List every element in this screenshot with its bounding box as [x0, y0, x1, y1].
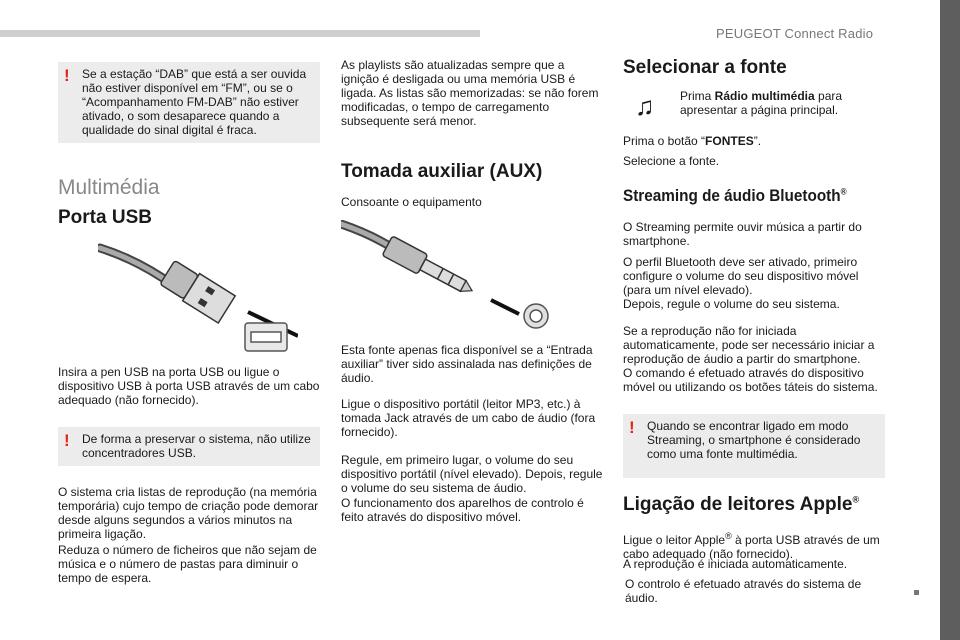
page-header-title: PEUGEOT Connect Radio — [716, 26, 874, 41]
source-select-text: Selecione a fonte. — [623, 154, 720, 168]
aux-paragraph-1: Esta fonte apenas fica disponível se a “Entrada auxiliar” tiver sido assinalada nas definições de áudio. — [341, 343, 593, 385]
bluetooth-paragraph-3: Depois, regule o volume do seu sistema. — [623, 297, 840, 311]
bluetooth-paragraph-1: O Streaming permite ouvir música a partir do smartphone. — [623, 220, 862, 248]
bluetooth-paragraph-5: O comando é efetuado através do dispositivo móvel ou utilizando os botões táteis do sistema. — [623, 366, 878, 394]
aux-paragraph-3: Regule, em primeiro lugar, o volume do seu dispositivo portátil (nível elevado). Depois, regule o volume do seu sistema de áudio. — [341, 453, 603, 495]
apple-paragraph-1: Ligue o leitor Apple® à porta USB através de um cabo adequado (não fornecido). — [623, 531, 880, 561]
jack-port-icon — [522, 302, 550, 330]
bluetooth-heading: Streaming de áudio Bluetooth® — [623, 186, 847, 205]
usb-port-icon — [244, 322, 288, 352]
top-bar — [0, 30, 480, 37]
usb-heading: Porta USB — [58, 207, 152, 228]
aux-heading: Tomada auxiliar (AUX) — [341, 161, 543, 182]
bluetooth-paragraph-2: O perfil Bluetooth deve ser ativado, primeiro configure o volume do seu dispositivo móvel (para um nível elevado). — [623, 255, 859, 297]
usb-paragraph-3: Reduza o número de ficheiros que não sejam de música e o número de pastas para diminuir o tempo de espera. — [58, 543, 317, 585]
playlist-paragraph: As playlists são atualizadas sempre que a ignição é desligada ou uma memória USB é ligada. As listas são memorizadas: se não forem modificadas, o tempo de carregamento subsequente será menor. — [341, 58, 599, 128]
section-title: Multimédia — [58, 176, 160, 199]
aux-subtitle: Consoante o equipamento — [341, 195, 482, 209]
source-heading: Selecionar a fonte — [623, 57, 787, 78]
warning-box-streaming — [623, 414, 885, 478]
side-marker — [914, 590, 919, 595]
aux-paragraph-2: Ligue o dispositivo portátil (leitor MP3, etc.) à tomada Jack através de um cabo de áudio (fora fornecido). — [341, 397, 596, 439]
apple-paragraph-2: A reprodução é iniciada automaticamente. — [623, 557, 848, 571]
warning-text: De forma a preservar o sistema, não utilize concentradores USB. — [82, 432, 311, 460]
apple-heading: Ligação de leitores Apple® — [623, 494, 860, 515]
exclamation-icon: ! — [64, 431, 70, 450]
exclamation-icon: ! — [64, 66, 70, 85]
aux-paragraph-4: O funcionamento dos aparelhos de controlo é feito através do dispositivo móvel. — [341, 496, 584, 524]
side-strip — [940, 0, 960, 640]
music-note-icon: ♫ — [635, 91, 655, 121]
warning-box-dab — [58, 62, 320, 143]
bluetooth-paragraph-4: Se a reprodução não for iniciada automaticamente, pode ser necessário iniciar a reprodução de áudio a partir do smartphone. — [623, 324, 875, 366]
usb-paragraph-1: Insira a pen USB na porta USB ou ligue o dispositivo USB à porta USB através de um cabo adequado (não fornecido). — [58, 365, 320, 407]
warning-text: Se a estação “DAB” que está a ser ouvida não estiver disponível em “FM”, ou se o “Acompanhamento FM-DAB” não estiver ativado, o som desaparece quando a qualidade do sinal digital é fraca. — [82, 67, 307, 137]
exclamation-icon: ! — [629, 418, 635, 437]
apple-paragraph-3: O controlo é efetuado através do sistema de áudio. — [625, 577, 862, 605]
warning-box-usb — [58, 427, 320, 466]
warning-text: Quando se encontrar ligado em modo Streaming, o smartphone é considerado como uma fonte multimédia. — [647, 419, 861, 461]
source-button-text: Prima o botão “FONTES”. — [623, 134, 762, 148]
usb-paragraph-2: O sistema cria listas de reprodução (na memória temporária) cujo tempo de criação pode demorar desde alguns segundos a vários minutos na primeira ligação. — [58, 485, 319, 541]
source-press-text: Prima Rádio multimédia para apresentar a página principal. — [680, 89, 843, 117]
